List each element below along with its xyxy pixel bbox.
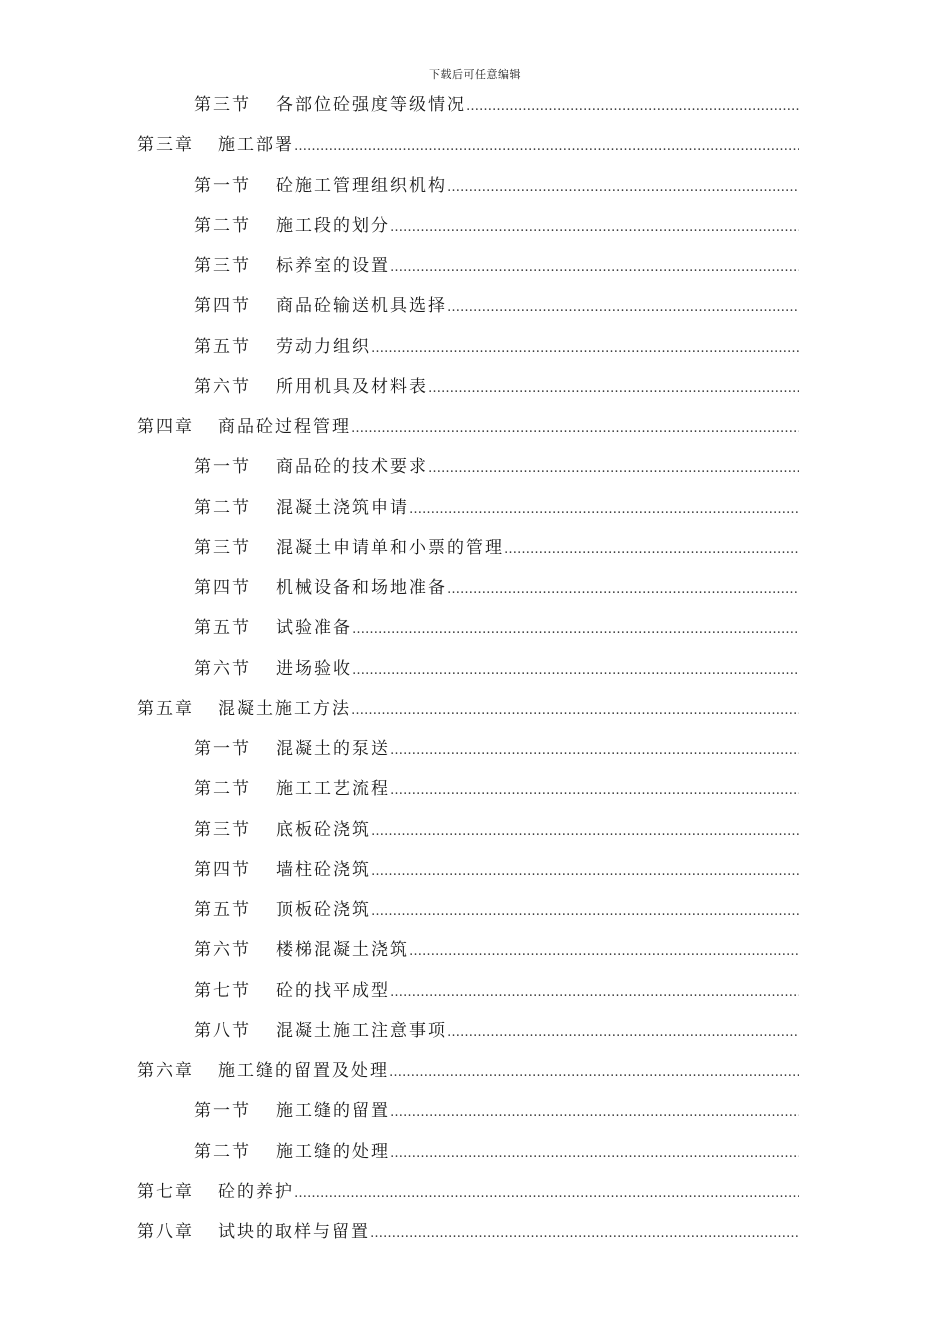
toc-entry-number: 第三节 — [194, 256, 251, 276]
toc-dot-leader — [447, 296, 799, 318]
toc-dot-leader — [447, 176, 799, 198]
toc-section-entry — [194, 1140, 799, 1164]
toc-entry-number: 第二节 — [194, 1141, 251, 1162]
toc-section-entry — [194, 979, 799, 1003]
toc-entry-title: 混凝土的泵送 — [276, 739, 390, 759]
toc-entry-number: 第三章 — [137, 135, 194, 156]
toc-entry-title: 楼梯混凝土浇筑 — [276, 940, 409, 961]
toc-entry-number: 第三节 — [194, 537, 251, 558]
toc-entry-title: 砼的养护 — [218, 1181, 294, 1202]
toc-entry-title: 劳动力组织 — [276, 336, 371, 357]
toc-dot-leader — [294, 1182, 799, 1204]
toc-entry-title: 商品砼的技术要求 — [276, 457, 428, 478]
toc-section-entry — [194, 737, 799, 761]
toc-section-entry — [194, 254, 799, 278]
toc-chapter-entry — [137, 697, 799, 721]
toc-section-entry — [194, 1099, 799, 1123]
toc-dot-leader — [409, 498, 799, 520]
toc-dot-leader — [428, 377, 799, 399]
toc-entry-number: 第五节 — [194, 618, 251, 639]
toc-dot-leader — [371, 900, 799, 922]
toc-entry-title: 混凝土施工注意事项 — [276, 1020, 447, 1041]
toc-entry-title: 砼的找平成型 — [276, 980, 390, 1001]
toc-dot-leader — [371, 820, 799, 842]
toc-section-entry — [194, 214, 799, 238]
toc-section-entry — [194, 858, 799, 882]
toc-dot-leader — [466, 95, 799, 117]
toc-dot-leader — [389, 1061, 799, 1083]
toc-entry-number: 第二节 — [194, 497, 251, 518]
toc-dot-leader — [409, 940, 799, 962]
toc-entry-title: 混凝土浇筑申请 — [276, 497, 409, 518]
toc-section-entry — [194, 1019, 799, 1043]
toc-dot-leader — [428, 457, 799, 479]
toc-section-entry — [194, 455, 799, 479]
toc-chapter-entry — [137, 415, 799, 439]
toc-dot-leader — [370, 1222, 799, 1244]
toc-entry-number: 第七节 — [194, 980, 251, 1001]
toc-entry-title: 混凝土申请单和小票的管理 — [276, 537, 504, 558]
toc-entry-number: 第四节 — [194, 578, 251, 598]
toc-entry-number: 第六节 — [194, 658, 251, 679]
toc-chapter-entry — [137, 133, 799, 157]
toc-dot-leader — [294, 135, 799, 157]
page-header: 下载后可任意编辑 — [429, 68, 521, 81]
toc-entry-number: 第三节 — [194, 95, 251, 115]
toc-section-entry — [194, 335, 799, 359]
toc-entry-title: 商品砼输送机具选择 — [276, 296, 447, 317]
toc-dot-leader — [352, 618, 799, 640]
toc-section-entry — [194, 616, 799, 640]
toc-section-entry — [194, 375, 799, 399]
toc-section-entry — [194, 496, 799, 520]
toc-entry-number: 第五节 — [194, 900, 251, 920]
toc-entry-title: 试验准备 — [276, 618, 352, 639]
toc-entry-number: 第一节 — [194, 457, 251, 478]
toc-entry-number: 第一节 — [194, 739, 251, 759]
toc-entry-title: 施工段的划分 — [276, 215, 390, 236]
toc-section-entry — [194, 536, 799, 560]
toc-dot-leader — [351, 417, 799, 439]
toc-entry-title: 标养室的设置 — [276, 256, 390, 276]
toc-entry-number: 第六节 — [194, 940, 251, 961]
toc-entry-title: 顶板砼浇筑 — [276, 900, 371, 920]
toc-section-entry — [194, 657, 799, 681]
toc-section-entry — [194, 174, 799, 198]
toc-entry-number: 第七章 — [137, 1181, 194, 1202]
toc-entry-number: 第六节 — [194, 376, 251, 397]
toc-entry-number: 第六章 — [137, 1061, 194, 1081]
toc-dot-leader — [390, 1142, 799, 1164]
toc-section-entry — [194, 576, 799, 600]
toc-section-entry — [194, 294, 799, 318]
toc-entry-title: 施工缝的留置 — [276, 1101, 390, 1122]
toc-entry-number: 第四节 — [194, 859, 251, 880]
toc-entry-title: 施工缝的处理 — [276, 1141, 390, 1162]
toc-chapter-entry — [137, 1180, 799, 1204]
toc-entry-title: 砼施工管理组织机构 — [276, 175, 447, 196]
toc-dot-leader — [390, 779, 799, 801]
toc-dot-leader — [447, 578, 799, 600]
toc-section-entry — [194, 898, 799, 922]
toc-entry-number: 第一节 — [194, 1101, 251, 1122]
toc-entry-title: 施工缝的留置及处理 — [218, 1061, 389, 1081]
toc-entry-number: 第四章 — [137, 417, 194, 437]
toc-entry-number: 第二节 — [194, 779, 251, 800]
toc-dot-leader — [352, 659, 799, 681]
toc-entry-number: 第五章 — [137, 698, 194, 719]
toc-entry-title: 各部位砼强度等级情况 — [276, 95, 466, 115]
toc-entry-title: 底板砼浇筑 — [276, 819, 371, 840]
toc-chapter-entry — [137, 1220, 799, 1244]
toc-entry-title: 进场验收 — [276, 658, 352, 679]
toc-entry-number: 第一节 — [194, 175, 251, 196]
toc-entry-number: 第二节 — [194, 215, 251, 236]
toc-dot-leader — [390, 1101, 799, 1123]
toc-entry-title: 施工工艺流程 — [276, 779, 390, 800]
toc-entry-title: 墙柱砼浇筑 — [276, 859, 371, 880]
toc-entry-number: 第五节 — [194, 336, 251, 357]
toc-entry-title: 混凝土施工方法 — [218, 698, 351, 719]
toc-dot-leader — [390, 216, 799, 238]
toc-dot-leader — [447, 1021, 799, 1043]
toc-entry-title: 商品砼过程管理 — [218, 417, 351, 437]
toc-entry-number: 第八章 — [137, 1222, 194, 1242]
toc-dot-leader — [371, 337, 799, 359]
toc-entry-title: 试块的取样与留置 — [218, 1222, 370, 1242]
toc-entry-number: 第三节 — [194, 819, 251, 840]
toc-entry-title: 施工部署 — [218, 135, 294, 156]
toc-dot-leader — [390, 739, 799, 761]
toc-entry-number: 第四节 — [194, 296, 251, 317]
toc-chapter-entry — [137, 1059, 799, 1083]
toc-section-entry — [194, 93, 799, 117]
toc-dot-leader — [390, 981, 799, 1003]
toc-entry-title: 机械设备和场地准备 — [276, 578, 447, 598]
toc-dot-leader — [504, 538, 799, 560]
toc-section-entry — [194, 777, 799, 801]
toc-dot-leader — [351, 699, 799, 721]
toc-dot-leader — [390, 256, 799, 278]
toc-section-entry — [194, 938, 799, 962]
toc-section-entry — [194, 818, 799, 842]
toc-dot-leader — [371, 860, 799, 882]
toc-entry-title: 所用机具及材料表 — [276, 376, 428, 397]
toc-entry-number: 第八节 — [194, 1020, 251, 1041]
